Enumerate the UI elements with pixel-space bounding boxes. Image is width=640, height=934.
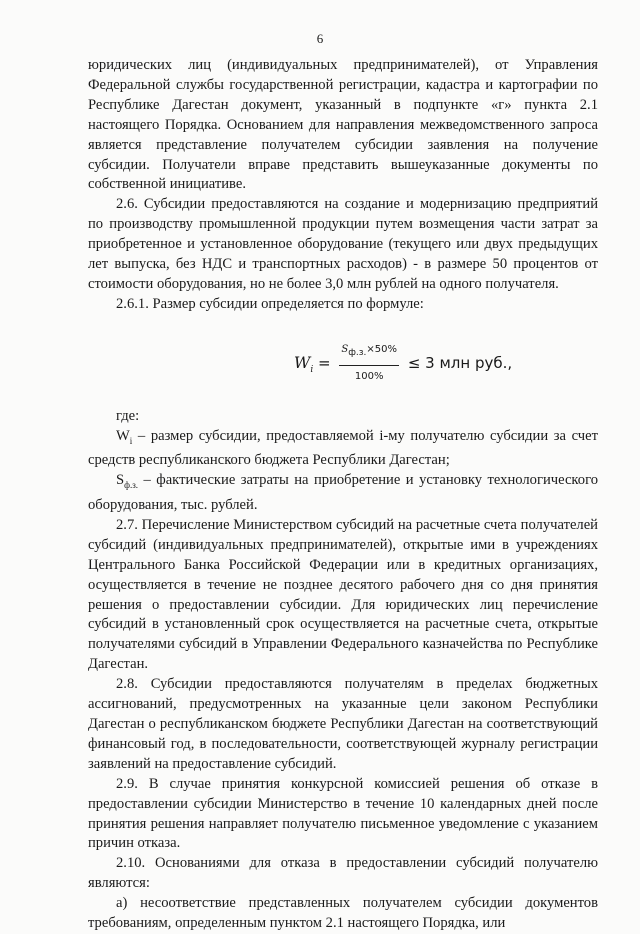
definition-w: $W_i$ – размер субсидии, предоставляемой i-му получателю субсидии за счет средств республиканского бюджета Республики Дагестан; xyxy=(88,427,598,469)
formula-numerator: $S_{ф.з.}\times 50\%$ xyxy=(339,340,399,366)
paragraph-2-7: 2.7. Перечисление Министерством субсидий на расчетные счета получателей субсидий (индивидуальных предпринимателей), открытые ими в учреждениях Центрального Банка Российской Федерации или в кредитных организациях, осуществляется в течение не позднее десятого рабочего дня со дня принятия решения о предоставлении субсидии. Для юридических лиц перечисление субсидий в установленный срок осуществляется на расчетные счета, открытые получателями субсидий в Управлении Федерального казначейства по Республике Дагестан. xyxy=(88,516,598,673)
page-number: 6 xyxy=(316,31,324,46)
paragraph-continuation: юридических лиц (индивидуальных предпринимателей), от Управления Федеральной службы государственной регистрации, кадастра и картографии по Республике Дагестан документ, указанный в подпункте «г» пункта 2.1 настоящего Порядка. Основанием для направления межведомственного запроса является представление получателем субсидии заявления на получение субсидии. Получатели вправе представить вышеуказанные документы по собственной инициативе. xyxy=(88,57,598,193)
paragraph-2-6: 2.6. Субсидии предоставляются на создание и модернизацию предприятий по производству промышленной продукции путем возмещения части затрат за приобретенное и установленное оборудование (текущего или двух предыдущих лет выпуска, без НДС и транспортных расходов) - в размере 50 процентов от стоимости оборудования, но не более 3,0 млн рублей на одного получателя. xyxy=(88,196,598,292)
definition-s: $S_{ф.з.}$ – фактические затраты на приобретение и установку технологического оборудования, тыс. рублей. xyxy=(88,472,598,514)
paragraph-2-6-1: 2.6.1. Размер субсидии определяется по формуле: xyxy=(116,295,424,312)
formula-lhs: $W_i$ xyxy=(293,352,314,375)
paragraph-2-9: 2.9. В случае принятия конкурсной комиссией решения об отказе в предоставлении субсидии Министерство в течение 10 календарных дней после принятия решения направляет получателю письменное уведомление с указанием причин отказа. xyxy=(88,775,598,852)
formula-denominator: 100% xyxy=(354,370,384,382)
formula-fraction xyxy=(339,340,399,387)
formula-rhs: ≤ 3 млн руб., xyxy=(407,353,513,372)
paragraph-2-10-a: а) несоответствие представленных получателем субсидии документов требованиям, определенным пунктом 2.1 настоящего Порядка, или xyxy=(88,895,598,932)
paragraph-2-10: 2.10. Основаниями для отказа в предоставлении субсидий получателю являются: xyxy=(88,855,598,892)
document-body xyxy=(88,56,598,934)
paragraph-2-8: 2.8. Субсидии предоставляются получателям в пределах бюджетных ассигнований, предусмотренных на указанные цели законом Республики Дагестан о республиканском бюджете Республики Дагестан на соответствующий финансовый год, в последовательности, соответствующей журналу регистрации заявлений на предоставление субсидий. xyxy=(88,676,598,772)
formula-eq: = xyxy=(318,353,331,372)
where-label: где: xyxy=(116,407,140,424)
subsidy-formula xyxy=(88,340,598,387)
